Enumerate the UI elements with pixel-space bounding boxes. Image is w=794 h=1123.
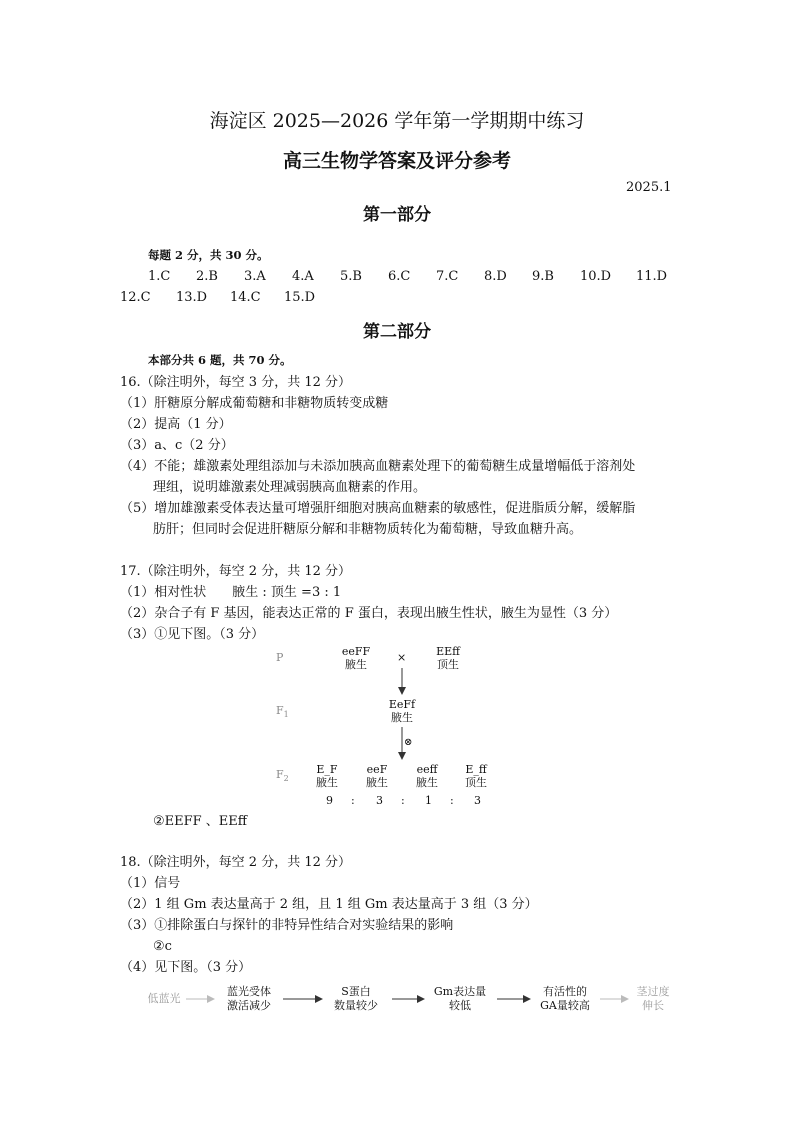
answer-1: 1.C: [148, 269, 171, 284]
q17-answer-1: （1）相对性状 腋生 : 顶生 =3 : 1: [120, 585, 342, 600]
parent-2-genotype: EEff: [436, 645, 460, 658]
q17-answer-3: （3）①见下图。（3 分）: [120, 627, 265, 642]
q16-answer-3: （3）a、c（2 分）: [120, 438, 234, 453]
selfing-symbol: ⊗: [404, 737, 413, 748]
flow-step-active-ga: 有活性的 GA量较高: [540, 985, 590, 1012]
part2-intro: 本部分共 6 题，共 70 分。: [148, 353, 292, 367]
answer-9: 9.B: [532, 269, 554, 284]
answer-5: 5.B: [340, 269, 362, 284]
cross-f2-label: $F_2$: [276, 768, 289, 784]
flow-step-receptor: 蓝光受体 激活减少: [227, 985, 271, 1012]
f2-genotype-2: eeF 腋生: [366, 763, 388, 789]
q16-answer-1: （1）肝糖原分解成葡萄糖和非糖物质转变成糖: [120, 396, 389, 411]
answer-3: 3.A: [244, 269, 266, 284]
q16-head: 16.（除注明外，每空 3 分，共 12 分）: [120, 375, 352, 390]
q16-answer-4-line1: （4）不能；雄激素处理组添加与未添加胰高血糖素处理下的葡萄糖生成量增幅低于溶剂处: [120, 459, 636, 474]
answer-6: 6.C: [388, 269, 411, 284]
answer-15: 15.D: [284, 290, 316, 305]
flow-step-s-protein: S蛋白 数量较少: [334, 985, 378, 1012]
answer-11: 11.D: [636, 269, 668, 284]
answer-7: 7.C: [436, 269, 459, 284]
part1-intro: 每题 2 分，共 30 分。: [148, 248, 269, 262]
flow-step-stem-elongation: 茎过度 伸长: [636, 985, 670, 1012]
f2-ratio-3a: 3: [376, 794, 383, 807]
q18-answer-3-2: ②c: [153, 939, 172, 954]
answer-2: 2.B: [196, 269, 218, 284]
answer-14: 14.C: [230, 290, 261, 305]
answer-13: 13.D: [176, 290, 208, 305]
q17-head: 17.（除注明外，每空 2 分，共 12 分）: [120, 564, 352, 579]
q17-answer-2: （2）杂合子有 F 基因，能表达正常的 F 蛋白，表现出腋生性状，腋生为显性（3 分）: [120, 606, 618, 621]
part1-heading: 第一部分: [363, 205, 431, 225]
f2-ratio-sep-1: :: [351, 794, 355, 807]
answer-4: 4.A: [292, 269, 314, 284]
page-title: 海淀区 2025—2026 学年第一学期期中练习: [209, 110, 585, 132]
answer-12: 12.C: [120, 290, 151, 305]
f2-ratio-sep-3: :: [450, 794, 454, 807]
f1-phenotype: 腋生: [391, 711, 413, 724]
q16-answer-2: （2）提高（1 分）: [120, 417, 232, 432]
q18-answer-3-1: （3）①排除蛋白与探针的非特异性结合对实验结果的影响: [120, 918, 454, 933]
q17-answer-3-2: ②EEFF 、EEff: [153, 814, 248, 829]
parent-1-genotype: eeFF: [341, 645, 371, 658]
f2-ratio-1: 1: [425, 794, 432, 807]
f2-genotype-3: eeff 腋生: [416, 763, 438, 789]
f1-genotype: EeFf: [388, 698, 416, 711]
q16-answer-5-line2: 肪肝；但同时会促进肝糖原分解和非糖物质转化为葡萄糖，导致血糖升高。: [153, 522, 583, 537]
page-subtitle: 高三生物学答案及评分参考: [282, 150, 511, 172]
q18-head: 18.（除注明外，每空 2 分，共 12 分）: [120, 855, 352, 870]
f2-genotype-1: E_F 腋生: [316, 763, 338, 789]
part2-heading: 第二部分: [363, 322, 431, 342]
q18-answer-4: （4）见下图。（3 分）: [120, 960, 252, 975]
parent-1-phenotype: 腋生: [345, 658, 367, 671]
parent-2-phenotype: 顶生: [437, 658, 459, 671]
q18-answer-2: （2）1 组 Gm 表达量高于 2 组，且 1 组 Gm 表达量高于 3 组（3 分）: [120, 897, 538, 912]
date-label: 2025.1: [626, 180, 672, 195]
q18-answer-1: （1）信号: [120, 876, 181, 891]
f2-ratio-sep-2: :: [401, 794, 405, 807]
cross-p-label: P: [276, 651, 284, 664]
flow-step-low-blue-light: 低蓝光: [147, 992, 181, 1005]
cross-f1-label: $F_1$: [276, 704, 289, 720]
q16-answer-4-line2: 理组，说明雄激素处理减弱胰高血糖素的作用。: [153, 480, 427, 495]
f2-ratio-3b: 3: [474, 794, 481, 807]
f2-ratio-9: 9: [326, 794, 333, 807]
q16-answer-5-line1: （5）增加雄激素受体表达量可增强肝细胞对胰高血糖素的敏感性，促进脂质分解，缓解脂: [120, 501, 636, 516]
answer-10: 10.D: [580, 269, 612, 284]
cross-symbol: ×: [397, 651, 407, 664]
flow-step-gm-expression: Gm表达量 较低: [433, 985, 487, 1012]
f2-genotype-4: E_ff 顶生: [465, 763, 487, 789]
answer-8: 8.D: [484, 269, 507, 284]
